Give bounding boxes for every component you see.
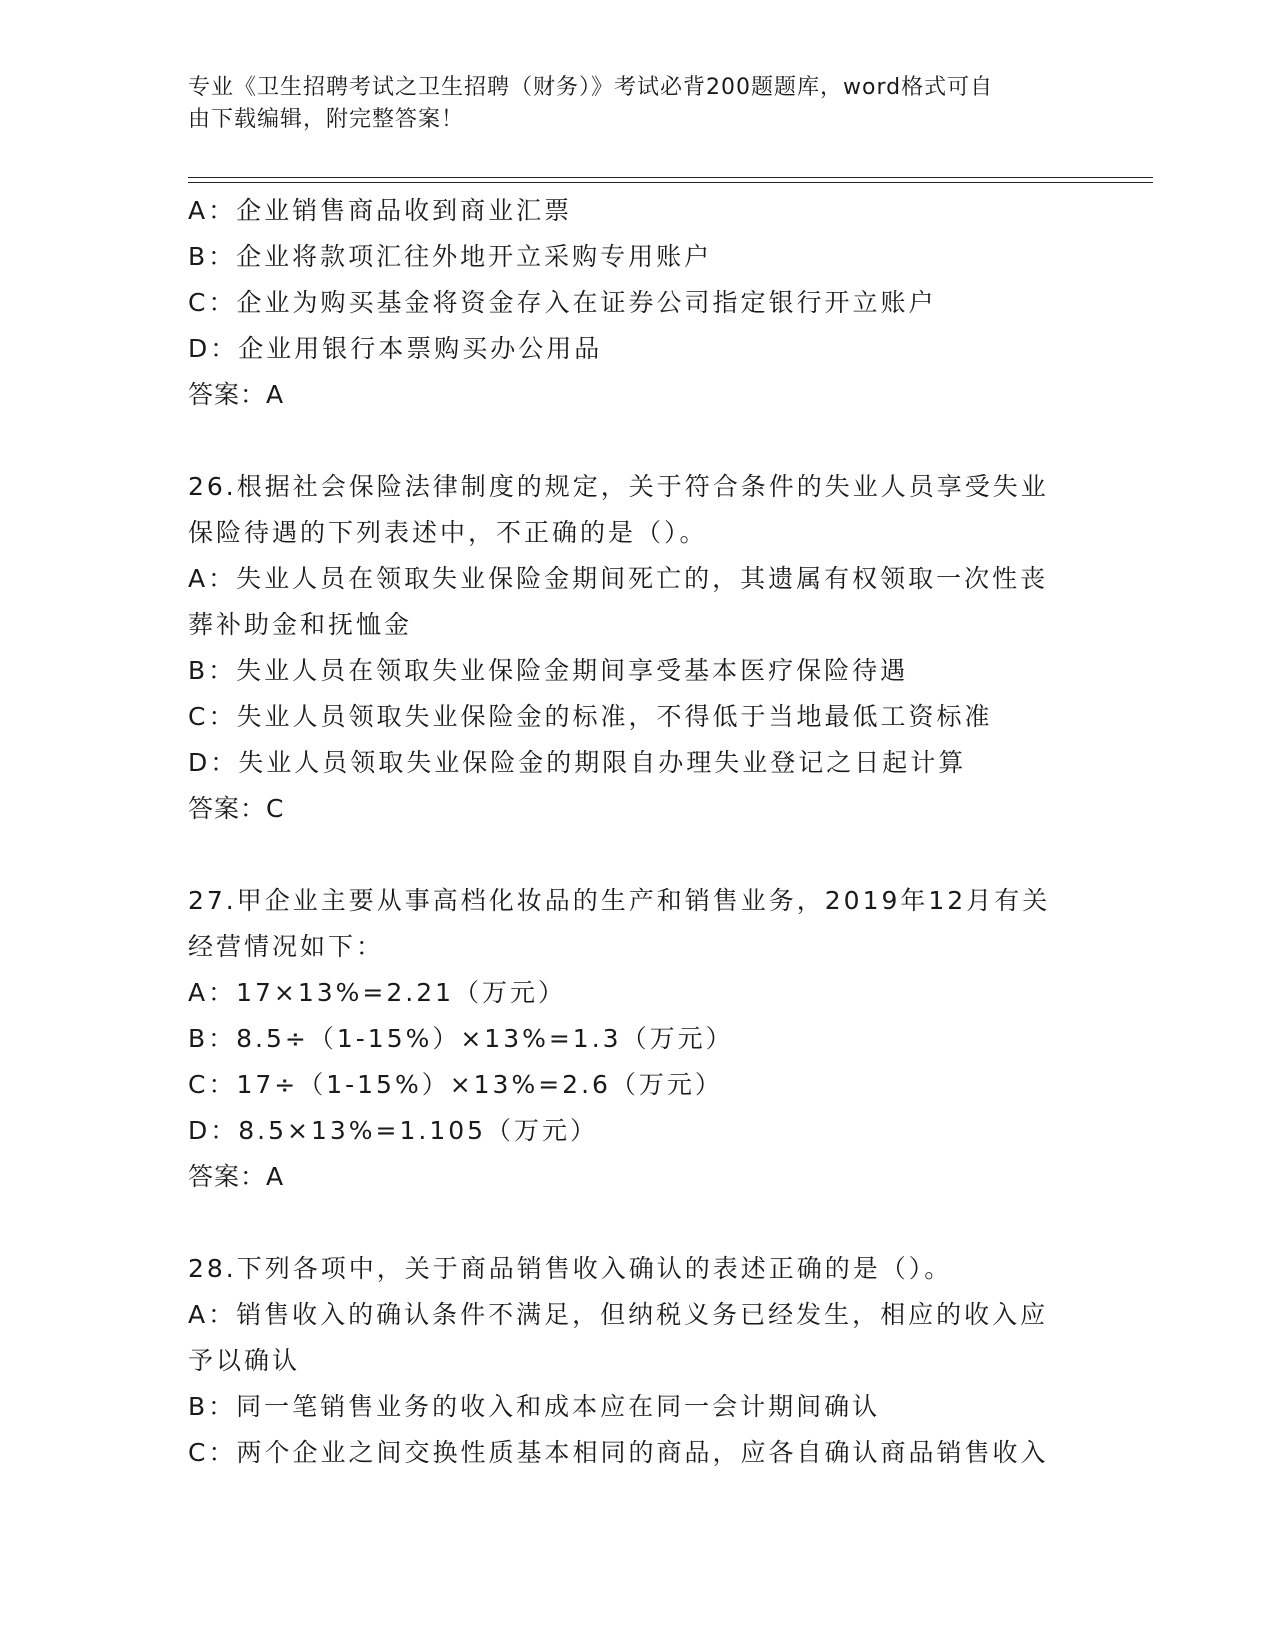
option-c: C：企业为购买基金将资金存入在证券公司指定银行开立账户 [188,288,937,317]
option-c: C：失业人员领取失业保险金的标准，不得低于当地最低工资标准 [188,702,993,731]
answer-line: 答案：C [188,794,285,823]
header-line-1: 专业《卫生招聘考试之卫生招聘（财务）》考试必背200题题库，word格式可自 [188,75,994,100]
answer-line: 答案：A [188,1162,285,1191]
option-a: A：销售收入的确认条件不满足，但纳税义务已经发生，相应的收入应 [188,1300,1049,1329]
header-divider-bottom [188,182,1153,183]
question-list [188,188,1068,1476]
question-block-26 [188,464,1068,832]
option-c: C：17÷（1-15%）×13%=2.6（万元） [188,1070,723,1099]
option-a: A：17×13%=2.21（万元） [188,978,567,1007]
question-block-28 [188,1246,1068,1476]
question-text-line: 27.甲企业主要从事高档化妆品的生产和销售业务，2019年12月有关 [188,886,1051,915]
header-divider-top [188,177,1153,178]
question-text-line: 保险待遇的下列表述中，不正确的是（）。 [188,518,708,547]
option-c: C：两个企业之间交换性质基本相同的商品，应各自确认商品销售收入 [188,1438,1049,1467]
option-b: B：同一笔销售业务的收入和成本应在同一会计期间确认 [188,1392,881,1421]
option-d: D：失业人员领取失业保险金的期限自办理失业登记之日起计算 [188,748,967,777]
question-text-line: 28.下列各项中，关于商品销售收入确认的表述正确的是（）。 [188,1254,953,1283]
header-line-2: 由下载编辑，附完整答案！ [188,107,465,132]
question-text-line: 经营情况如下： [188,932,385,961]
answer-line: 答案：A [188,380,285,409]
question-text-line: 26.根据社会保险法律制度的规定，关于符合条件的失业人员享受失业 [188,472,1049,501]
question-block-27 [188,878,1068,1200]
document-header [188,72,1068,136]
option-a-continued: 葬补助金和抚恤金 [188,610,413,639]
option-b: B：失业人员在领取失业保险金期间享受基本医疗保险待遇 [188,656,909,685]
option-d: D：企业用银行本票购买办公用品 [188,334,603,363]
option-a: A：企业销售商品收到商业汇票 [188,196,573,225]
option-b: B：8.5÷（1-15%）×13%=1.3（万元） [188,1024,734,1053]
option-a-continued: 予以确认 [188,1346,301,1375]
option-a: A：失业人员在领取失业保险金期间死亡的，其遗属有权领取一次性丧 [188,564,1049,593]
option-b: B：企业将款项汇往外地开立采购专用账户 [188,242,713,271]
option-d: D：8.5×13%=1.105（万元） [188,1116,599,1145]
question-block-25 [188,188,1068,418]
